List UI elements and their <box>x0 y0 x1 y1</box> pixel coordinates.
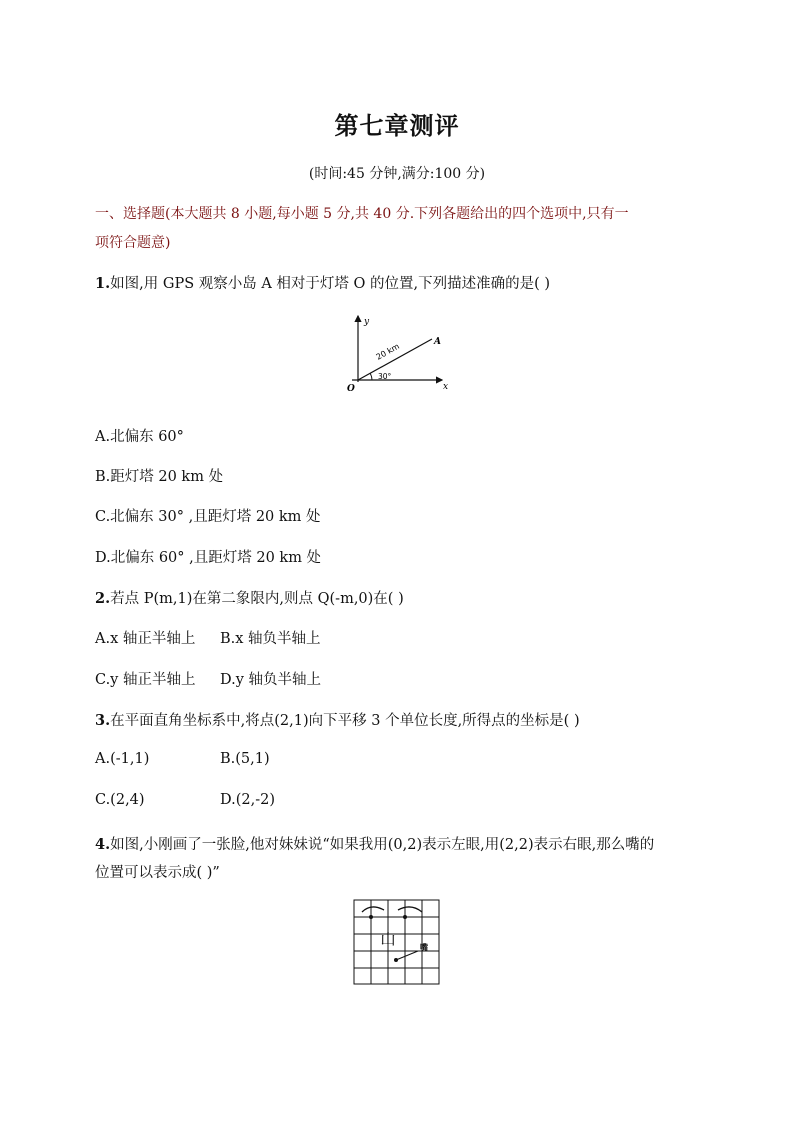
point-a-label: A <box>434 337 441 347</box>
q3-option-a: A.(-1,1) <box>95 751 150 767</box>
question-text: 如图,小刚画了一张脸,他对妹妹说“如果我用(0,2)表示左眼,用(2,2)表示右眼,那么嘴的 <box>110 837 655 853</box>
q1-option-d: D.北偏东 60° ,且距灯塔 20 km 处 <box>95 550 322 566</box>
exam-info: (时间:45 分钟,满分:100 分) <box>308 166 486 182</box>
left-eye-dot <box>369 915 373 919</box>
q4-figure <box>352 898 442 988</box>
q1-option-b: B.距灯塔 20 km 处 <box>95 469 224 485</box>
question-3 <box>95 709 580 730</box>
question-number: 3. <box>95 712 111 729</box>
page-title: 第七章测评 <box>334 112 460 140</box>
question-number: 2. <box>95 590 111 607</box>
x-axis-label: x <box>443 382 449 392</box>
q2-option-b: B.x 轴负半轴上 <box>220 631 321 647</box>
right-eyebrow <box>398 907 422 912</box>
question-4-continued: 位置可以表示成( )” <box>95 865 220 881</box>
question-number: 1. <box>95 275 111 292</box>
question-number: 4. <box>95 836 111 853</box>
angle-label: 30° <box>378 372 392 381</box>
y-axis-label: y <box>364 317 370 327</box>
nose-glyph: 山 <box>380 930 396 948</box>
q3-option-c: C.(2,4) <box>95 792 145 808</box>
question-4 <box>95 833 654 854</box>
right-eye-dot <box>403 915 407 919</box>
section-heading-line2: 项符合题意) <box>95 235 171 251</box>
question-text: 在平面直角坐标系中,将点(2,1)向下平移 3 个单位长度,所得点的坐标是( ) <box>110 713 580 729</box>
section-heading-line1: 一、选择题(本大题共 8 小题,每小题 5 分,共 40 分.下列各题给出的四个选项中,只有一 <box>95 206 629 222</box>
mouth-label: 嘴 <box>420 943 428 952</box>
question-1 <box>95 272 550 293</box>
question-text: 若点 P(m,1)在第二象限内,则点 Q(-m,0)在( ) <box>110 591 404 607</box>
angle-arc <box>370 373 372 380</box>
grid <box>354 900 439 984</box>
distance-label: 20 km <box>374 341 401 362</box>
q1-figure <box>340 310 460 400</box>
question-2 <box>95 587 404 608</box>
q3-option-d: D.(2,-2) <box>220 792 275 808</box>
origin-label: O <box>347 384 355 394</box>
q1-option-a: A.北偏东 60° <box>95 429 184 445</box>
mouth-pointer <box>396 951 418 960</box>
q3-option-b: B.(5,1) <box>220 751 270 767</box>
question-text: 如图,用 GPS 观察小岛 A 相对于灯塔 O 的位置,下列描述准确的是( ) <box>110 276 551 292</box>
q2-option-c: C.y 轴正半轴上 <box>95 672 196 688</box>
left-eyebrow <box>362 907 384 912</box>
q2-option-d: D.y 轴负半轴上 <box>220 672 322 688</box>
q1-option-c: C.北偏东 30° ,且距灯塔 20 km 处 <box>95 509 321 525</box>
q2-option-a: A.x 轴正半轴上 <box>95 631 196 647</box>
